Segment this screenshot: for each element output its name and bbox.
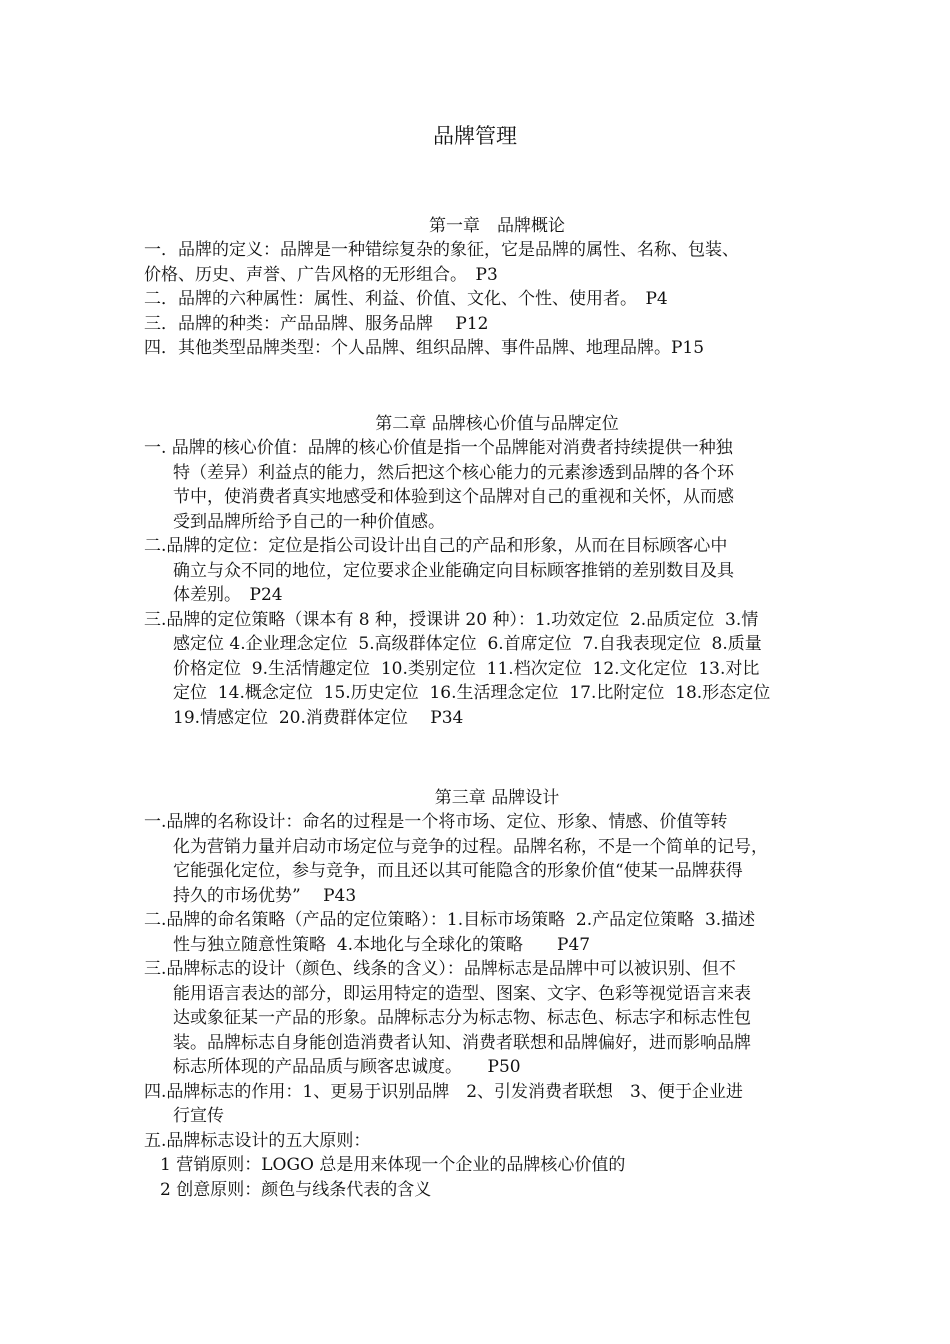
paragraph-line: 三.品牌标志的设计（颜色、线条的含义）：品牌标志是品牌中可以被识别、但不 <box>144 959 736 979</box>
chapter-1-heading: 第一章 品牌概论 <box>429 216 565 236</box>
chapter-3-body <box>0 810 950 1202</box>
paragraph-line: 二.品牌的定位：定位是指公司设计出自己的产品和形象，从而在目标顾客心中 <box>144 536 728 556</box>
paragraph-line: 价格、历史、声誉、广告风格的无形组合。 P3 <box>144 264 498 285</box>
paragraph-line: 持久的市场优势” P43 <box>173 885 357 906</box>
paragraph-line: 受到品牌所给予自己的一种价值感。 <box>173 511 445 532</box>
chapter-1 <box>0 214 950 361</box>
paragraph-line: 四．其他类型品牌类型：个人品牌、组织品牌、事件品牌、地理品牌。P15 <box>144 338 705 358</box>
paragraph-line: 19.情感定位 20.消费群体定位 P34 <box>173 707 464 728</box>
paragraph-line: 体差别。 P24 <box>173 585 283 605</box>
paragraph-line: 能用语言表达的部分，即运用特定的造型、图案、文字、色彩等视觉语言来表 <box>173 983 751 1004</box>
paragraph-line: 二．品牌的六种属性：属性、利益、价值、文化、个性、使用者。 P4 <box>144 289 668 309</box>
paragraph-line: 它能强化定位，参与竞争，而且还以其可能隐含的形象价值“使某一品牌获得 <box>173 861 743 881</box>
paragraph-line: 标志所体现的产品品质与顾客忠诚度。 P50 <box>173 1057 521 1077</box>
paragraph-line: 三．品牌的种类：产品品牌、服务品牌 P12 <box>144 313 489 334</box>
paragraph-line: 一．品牌的定义：品牌是一种错综复杂的象征，它是品牌的属性、名称、包装、 <box>144 240 739 260</box>
paragraph-line: 感定位 4.企业理念定位 5.高级群体定位 6.首席定位 7.自我表现定位 8.质量 <box>173 634 762 654</box>
paragraph-line: 定位 14.概念定位 15.历史定位 16.生活理念定位 17.比附定位 18.形态定位 <box>173 683 771 703</box>
chapter-2-heading: 第二章 品牌核心价值与品牌定位 <box>375 414 619 434</box>
paragraph-line: 化为营销力量并启动市场定位与竞争的过程。品牌名称，不是一个简单的记号， <box>173 836 768 857</box>
chapter-3-heading: 第三章 品牌设计 <box>434 788 560 808</box>
paragraph-line: 达或象征某一产品的形象。品牌标志分为标志物、标志色、标志字和标志性包 <box>173 1008 751 1028</box>
paragraph-line: 特（差异）利益点的能力，然后把这个核心能力的元素渗透到品牌的各个环 <box>173 462 734 483</box>
chapter-1-body <box>0 238 950 361</box>
paragraph-line: 2 创意原则：颜色与线条代表的含义 <box>160 1179 432 1200</box>
paragraph-line: 一. 品牌的核心价值：品牌的核心价值是指一个品牌能对消费者持续提供一种独 <box>144 438 733 458</box>
paragraph-line: 一.品牌的名称设计：命名的过程是一个将市场、定位、形象、情感、价值等转 <box>144 812 728 832</box>
paragraph-line: 五.品牌标志设计的五大原则： <box>144 1130 371 1151</box>
paragraph-line: 性与独立随意性策略 4.本地化与全球化的策略 P47 <box>173 934 591 955</box>
paragraph-line: 确立与众不同的地位，定位要求企业能确定向目标顾客推销的差别数目及具 <box>173 560 734 581</box>
paragraph-line: 1 营销原则：LOGO 总是用来体现一个企业的品牌核心价值的 <box>160 1155 626 1175</box>
paragraph-line: 四.品牌标志的作用：1、更易于识别品牌 2、引发消费者联想 3、便于企业进 <box>144 1081 743 1102</box>
chapter-3 <box>0 786 950 1202</box>
chapter-2-body <box>0 436 950 730</box>
paragraph-line: 行宣传 <box>173 1106 224 1126</box>
paragraph-line: 二.品牌的命名策略（产品的定位策略）：1.目标市场策略 2.产品定位策略 3.描述 <box>144 910 756 930</box>
paragraph-line: 节中，使消费者真实地感受和体验到这个品牌对自己的重视和关怀，从而感 <box>173 487 734 507</box>
paragraph-line: 三.品牌的定位策略（课本有 8 种，授课讲 20 种）：1.功效定位 2.品质定位 3.情 <box>144 609 759 630</box>
paragraph-line: 价格定位 9.生活情趣定位 10.类别定位 11.档次定位 12.文化定位 13.对比 <box>173 658 760 679</box>
chapter-2 <box>0 412 950 730</box>
document-title: 品牌管理 <box>433 124 517 148</box>
paragraph-line: 装。品牌标志自身能创造消费者认知、消费者联想和品牌偏好，进而影响品牌 <box>173 1032 751 1053</box>
